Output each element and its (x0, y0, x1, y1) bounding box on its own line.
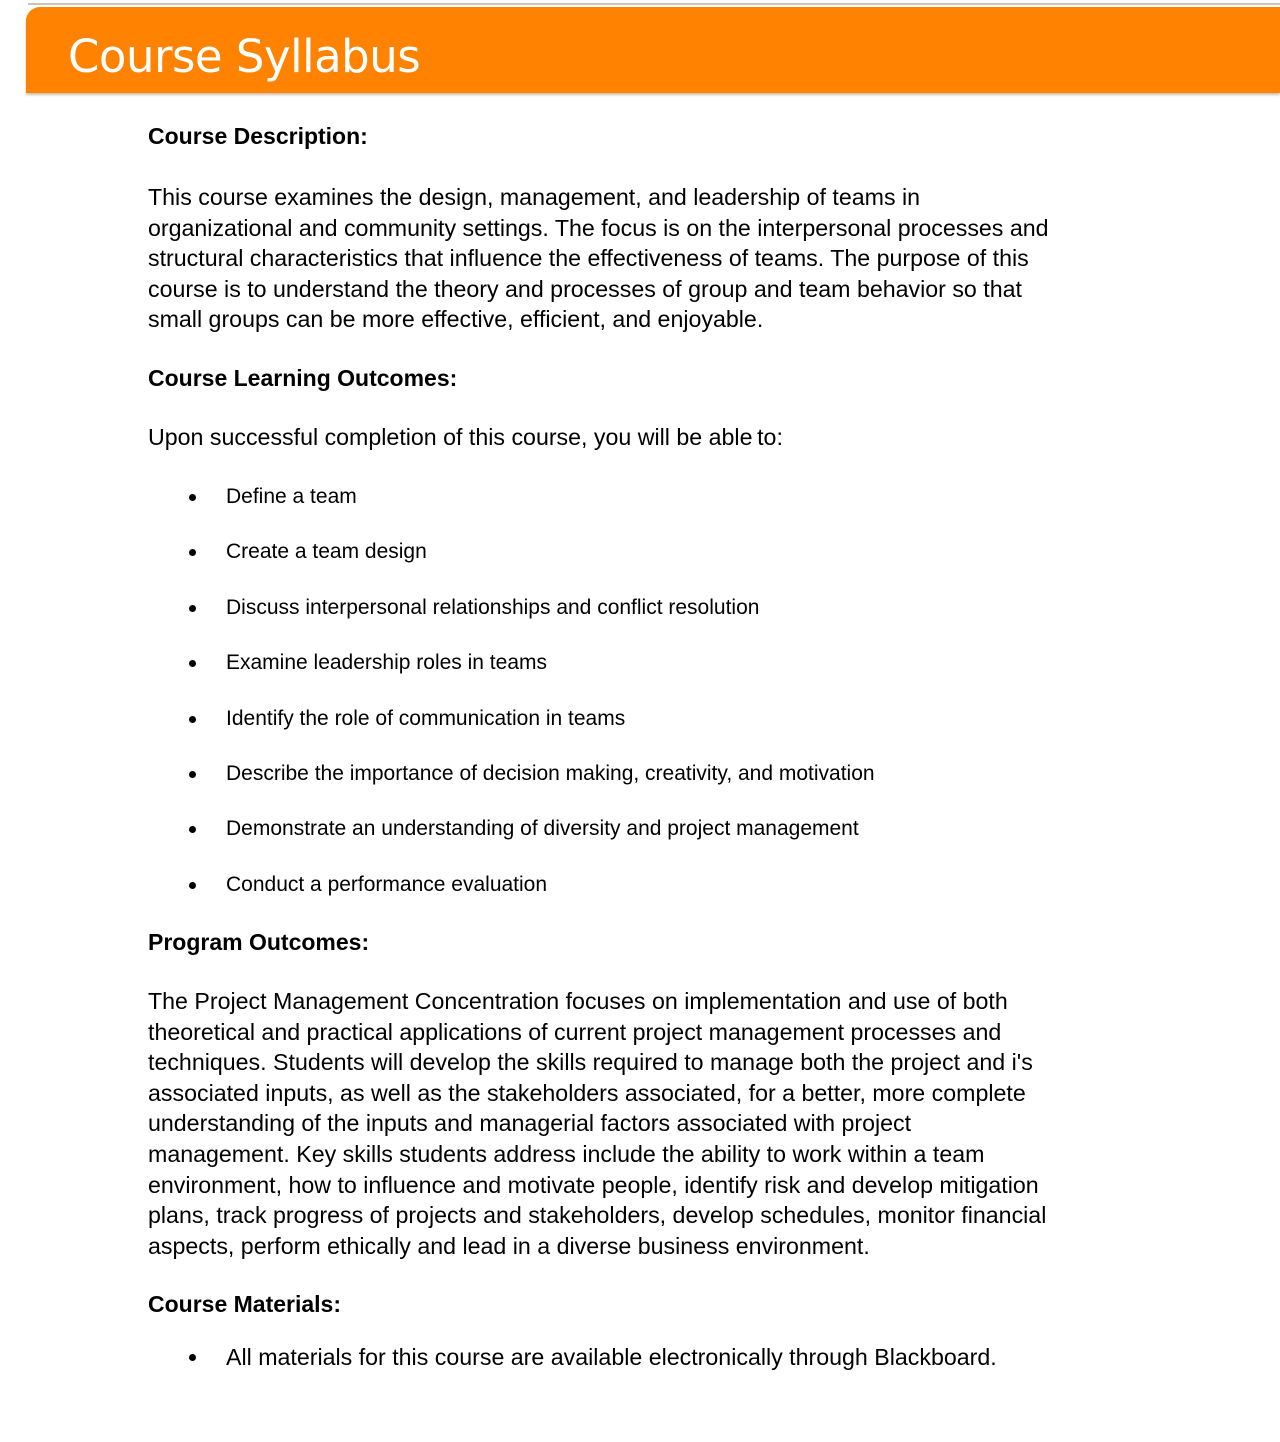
list-item (148, 759, 1258, 814)
learning-outcomes-intro: Upon successful completion of this course, you will be able to: (148, 424, 783, 450)
program-outcomes-text (148, 986, 1046, 1261)
description-line: course is to understand the theory and processes of group and team behavior so that (148, 275, 1022, 302)
program-outcomes-heading: Program Outcomes: (148, 929, 370, 955)
program-line: techniques. Students will develop the skills required to manage both the project and i's (148, 1049, 1033, 1076)
description-line: structural characteristics that influence the effectiveness of teams. The purpose of this (148, 245, 1029, 272)
header-banner (26, 7, 1280, 93)
bullet-icon (189, 494, 196, 501)
learning-outcomes-heading: Course Learning Outcomes: (148, 365, 458, 391)
bullet-icon (189, 549, 196, 556)
bullet-icon (189, 771, 196, 778)
bullet-icon (189, 660, 196, 667)
program-line: aspects, perform ethically and lead in a diverse business environment. (148, 1232, 870, 1259)
program-line: theoretical and practical applications of current project management processes and (148, 1018, 1002, 1045)
list-item (148, 482, 1258, 537)
description-line: small groups can be more effective, efficient, and enjoyable. (148, 306, 764, 333)
list-item (148, 870, 1258, 925)
bullet-icon (189, 716, 196, 723)
page-title: Course Syllabus (68, 30, 421, 83)
list-item-text: Examine leadership roles in teams (226, 651, 547, 675)
bullet-icon (189, 1354, 196, 1361)
list-item (148, 593, 1258, 648)
list-item (148, 537, 1258, 592)
list-item-text: Identify the role of communication in teams (226, 706, 626, 730)
program-line: associated inputs, as well as the stakeholders associated, for a better, more complete (148, 1079, 1026, 1106)
list-item-text: Discuss interpersonal relationships and conflict resolution (226, 595, 760, 619)
program-line: plans, track progress of projects and stakeholders, develop schedules, monitor financial (148, 1202, 1047, 1229)
list-item-text: Demonstrate an understanding of diversity and project management (226, 817, 859, 841)
list-item (148, 814, 1258, 869)
list-item (148, 1342, 1258, 1382)
list-item-text: Conduct a performance evaluation (226, 872, 548, 896)
learning-outcomes-list (148, 482, 1258, 925)
top-divider (28, 3, 1280, 5)
program-line: environment, how to influence and motivate people, identify risk and develop mitigation (148, 1171, 1039, 1198)
list-item-text: Define a team (226, 485, 357, 508)
bullet-icon (189, 605, 196, 612)
list-item (148, 704, 1258, 759)
list-item-text: Describe the importance of decision making, creativity, and motivation (226, 761, 875, 785)
list-item (148, 648, 1258, 703)
course-description-text (148, 182, 1049, 335)
bullet-icon (189, 826, 196, 833)
course-materials-list (148, 1342, 1258, 1382)
course-materials-heading: Course Materials: (148, 1291, 342, 1317)
list-item-text: Create a team design (226, 540, 427, 564)
program-line: management. Key skills students address include the ability to work within a team (148, 1140, 985, 1167)
description-line: organizational and community settings. The focus is on the interpersonal processes and (148, 214, 1049, 241)
list-item-text: All materials for this course are available electronically through Blackboard. (226, 1344, 997, 1370)
program-line: understanding of the inputs and managerial factors associated with project (148, 1110, 912, 1137)
course-description-heading: Course Description: (148, 123, 368, 149)
program-line: The Project Management Concentration focuses on implementation and use of both (148, 988, 1008, 1014)
bullet-icon (189, 882, 196, 889)
description-line: This course examines the design, management, and leadership of teams in (148, 184, 921, 210)
